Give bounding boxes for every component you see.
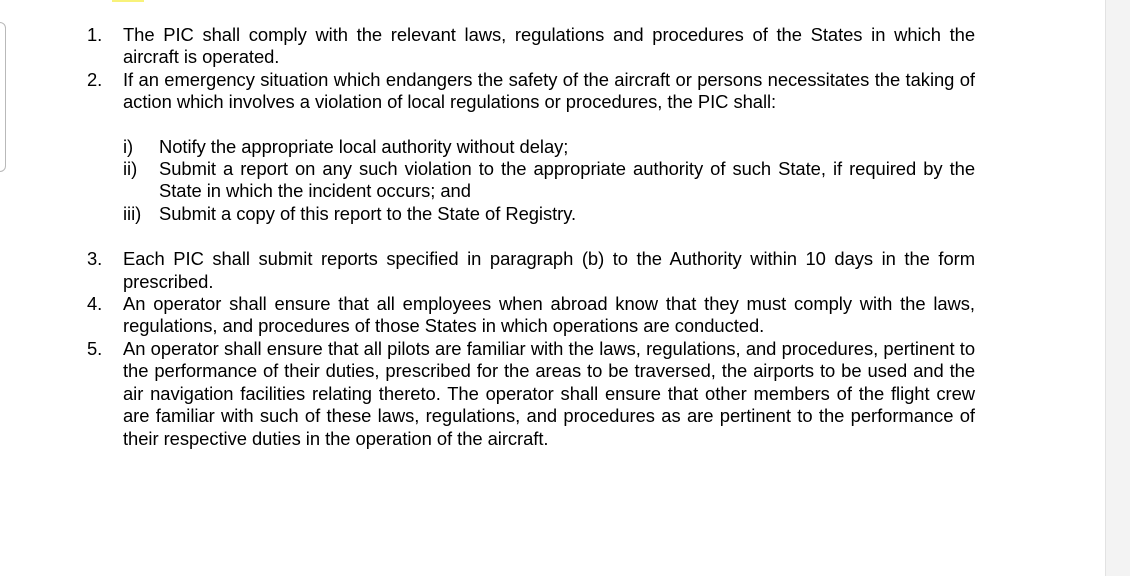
list-item-text: If an emergency situation which endangers the safety of the aircraft or persons necessitates the taking of action which involves a violation of local regulations or procedures, the PIC shall: — [123, 68, 975, 113]
sub-list-item-text: Notify the appropriate local authority without delay; — [159, 135, 569, 157]
sub-list — [82, 136, 975, 226]
list-item-text: The PIC shall comply with the relevant laws, regulations and procedures of the States in which the aircraft is operated. — [123, 24, 975, 68]
list-item — [82, 24, 975, 69]
list-item-text: An operator shall ensure that all pilots are familiar with the laws, regulations, and procedures, pertinent to the performance of their duties, prescribed for the areas to be traversed, the airports to be used and the air navigation facilities relating thereto. The operator shall ensure that other members of the flight crew are familiar with such of these laws, regulations, and procedures as are pertinent to the performance of their respective duties in the operation of the aircraft. — [123, 337, 975, 449]
sub-list-item-text: Submit a copy of this report to the State of Registry. — [159, 202, 577, 224]
sub-list-item-number: i) — [123, 135, 134, 157]
side-panel-tab[interactable] — [0, 22, 6, 172]
document-body — [82, 24, 975, 450]
sub-list-item — [123, 136, 975, 158]
list-item — [82, 293, 975, 338]
sub-list-item-number: iii) — [123, 202, 142, 224]
text-highlight-mark — [112, 0, 144, 2]
list-item — [82, 338, 975, 450]
list-item-number: 3. — [87, 248, 103, 270]
sub-list-item — [123, 158, 975, 203]
list-item-number: 5. — [87, 337, 103, 359]
list-item-number: 2. — [87, 68, 103, 90]
list-item — [82, 69, 975, 114]
list-item-text: An operator shall ensure that all employees when abroad know that they must comply with the laws, regulations, and procedures of those States in which operations are conducted. — [123, 293, 975, 337]
list-item-text: Each PIC shall submit reports specified in paragraph (b) to the Authority within 10 days in the form prescribed. — [123, 248, 975, 292]
scrollbar-track[interactable] — [1105, 0, 1130, 576]
list-item-number: 1. — [87, 24, 103, 45]
list-item-number: 4. — [87, 293, 103, 315]
sub-list-item-text: Submit a report on any such violation to the appropriate authority of such State, if required by the State in which the incident occurs; and — [159, 158, 975, 202]
sub-list-item-number: ii) — [123, 158, 138, 180]
list-item — [82, 248, 975, 293]
sub-list-item — [123, 203, 975, 225]
